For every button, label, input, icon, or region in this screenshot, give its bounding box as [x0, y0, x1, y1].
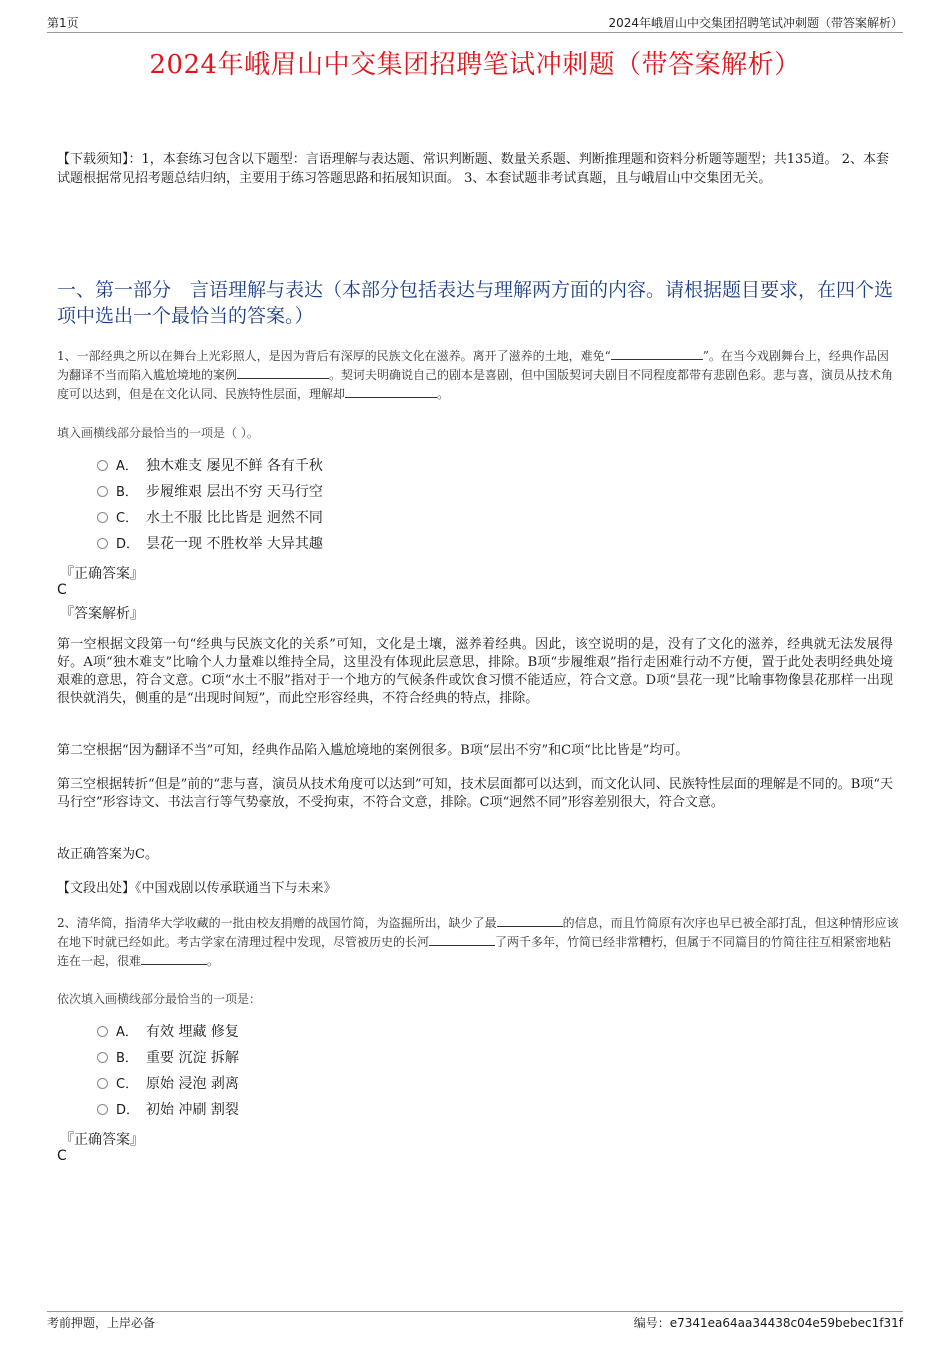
q2-option-c[interactable]: C． 原始 浸泡 剥离 [97, 1074, 239, 1094]
page-number: 第1页 [47, 16, 79, 30]
q1-option-d[interactable]: D． 昙花一现 不胜枚举 大异其趣 [97, 534, 323, 554]
section-title: 一、第一部分 言语理解与表达（本部分包括表达与理解两方面的内容。请根据题目要求，在四个选项中选出一个最恰当的答案。） [57, 279, 894, 327]
download-notice: 【下载须知】：1，本套练习包含以下题型：言语理解与表达题、常识判断题、数量关系题、判断推理题和资料分析题等题型；共135道。 2、本套试题根据常见招考题总结归纳，主要用于练习答题思路和拓展知识面。 3、本套试题非考试真题，且与峨眉山中交集团无关。 [57, 152, 889, 186]
question-1-prompt: 填入画横线部分最恰当的一项是（ ）。 [57, 426, 259, 440]
q2-option-d[interactable]: D． 初始 冲刷 割裂 [97, 1100, 239, 1120]
radio-icon[interactable] [97, 486, 108, 497]
analysis-paragraph: 第三空根据转折“但是”前的“悲与喜，演员从技术角度可以达到”可知，技术层面都可以达到，而文化认同、民族特性层面的理解是不同的。B项“天马行空”形容诗文、书法言行等气势豪放，不受拘束，不符合文意，排除。C项“迥然不同”形容差别很大，符合文意。 [57, 777, 893, 810]
question-2-stem: 2、清华简，指清华大学收藏的一批由校友捐赠的战国竹简，为盗掘所出，缺少了最 的信息，而且竹简原有次序也早已被全部打乱，但这种情形应该在地下时就已经如此。考古学家在清理过程中发现，尽管被历史的长河 了两千多年，竹简已经非常糟朽，但属于不同篇目的竹简往往互相紧密地粘连在一起，很难 。 [57, 916, 899, 968]
radio-icon[interactable] [97, 1026, 108, 1037]
q1-option-b[interactable]: B． 步履维艰 层出不穷 天马行空 [97, 482, 323, 502]
q2-option-a[interactable]: A． 有效 埋藏 修复 [97, 1022, 239, 1042]
q2-option-b[interactable]: B． 重要 沉淀 拆解 [97, 1048, 239, 1068]
q1-analysis-label: 『答案解析』 [60, 606, 144, 622]
footer-divider [47, 1311, 903, 1312]
blank-3 [345, 385, 437, 398]
analysis-paragraph: 第一空根据文段第一句“经典与民族文化的关系”可知，文化是土壤，滋养着经典。因此，该空说明的是，没有了文化的滋养，经典就无法发展得好。A项“独木难支”比喻个人力量难以维持全局，这里没有体现此层意思，排除。B项“步履维艰”指行走困难行动不方便，置于此处表明经典处境艰难的意思，符合文意。C项“水土不服”指对于一个地方的气候条件或饮食习惯不能适应，符合文意。D项“昙花一现”比喻事物像昙花那样一出现很快就消失，侧重的是“出现时间短”，而此空形容经典，不符合经典的特点，排除。 [57, 637, 893, 706]
q2-answer: C [57, 1148, 67, 1164]
radio-icon[interactable] [97, 538, 108, 549]
footer-slogan: 考前押题，上岸必备 [47, 1316, 156, 1330]
q1-option-c[interactable]: C． 水土不服 比比皆是 迥然不同 [97, 508, 323, 528]
radio-icon[interactable] [97, 1078, 108, 1089]
blank-3 [141, 952, 207, 965]
blank-2 [429, 933, 495, 946]
blank-1 [611, 347, 703, 360]
q1-answer: C [57, 582, 67, 598]
document-title: 2024年峨眉山中交集团招聘笔试冲刺题（带答案解析） [149, 50, 801, 80]
q1-answer-label: 『正确答案』 [60, 566, 144, 582]
blank-1 [497, 914, 563, 927]
analysis-source: 【文段出处】《中国戏剧以传承联通当下与未来》 [57, 881, 337, 896]
header-doc-title: 2024年峨眉山中交集团招聘笔试冲刺题（带答案解析） [608, 16, 903, 30]
analysis-paragraph: 第二空根据“因为翻译不当”可知，经典作品陷入尴尬境地的案例很多。B项“层出不穷”和C项“比比皆是”均可。 [57, 743, 689, 758]
question-2-prompt: 依次填入画横线部分最恰当的一项是： [57, 992, 262, 1006]
analysis-conclusion: 故正确答案为C。 [57, 847, 158, 862]
radio-icon[interactable] [97, 1052, 108, 1063]
header-divider [47, 32, 903, 33]
q1-option-a[interactable]: A． 独木难支 屡见不鲜 各有千秋 [97, 456, 323, 476]
radio-icon[interactable] [97, 460, 108, 471]
radio-icon[interactable] [97, 1104, 108, 1115]
blank-2 [237, 366, 329, 379]
question-1-stem: 1、一部经典之所以在舞台上光彩照人，是因为背后有深厚的民族文化在滋养。离开了滋养的土地，难免“ ”。在当今戏剧舞台上，经典作品因为翻译不当而陷入尴尬境地的案例 。契诃夫明确说自己的剧本是喜剧，但中国版契诃夫剧目不同程度都带有悲剧色彩。悲与喜，演员从技术角度可以达到，但是在文化认同、民族特性层面，理解却 。 [57, 349, 894, 401]
radio-icon[interactable] [97, 512, 108, 523]
footer-code: 编号：e7341ea64aa34438c04e59bebec1f31f [633, 1316, 903, 1330]
q2-answer-label: 『正确答案』 [60, 1132, 144, 1148]
page-header [47, 14, 903, 32]
